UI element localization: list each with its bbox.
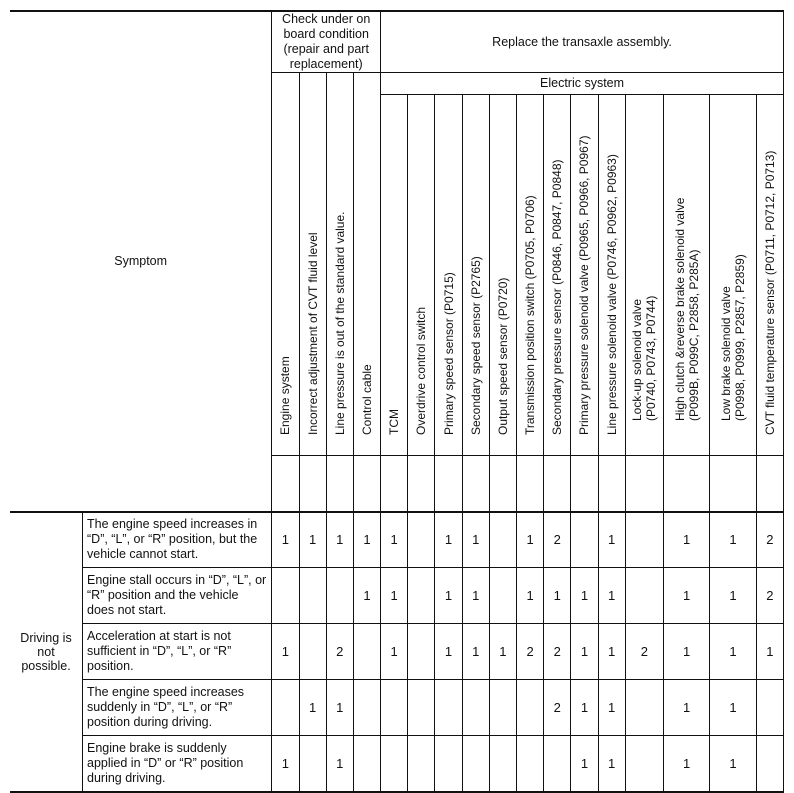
col-cvt-fluid-level bbox=[299, 73, 326, 456]
value-cell: 1 bbox=[326, 736, 353, 792]
symptom-table bbox=[10, 10, 784, 793]
column-label: High clutch &reverse brake solenoid valve (P099B, P099C, P2858, P285A) bbox=[672, 197, 701, 421]
value-cell bbox=[408, 736, 435, 792]
symptom-text: Acceleration at start is not sufficient in “D”, “L”, or “R” position. bbox=[83, 624, 272, 680]
value-cell: 1 bbox=[664, 624, 710, 680]
value-cell bbox=[272, 680, 299, 736]
value-cell: 2 bbox=[544, 512, 571, 568]
col-electric-2 bbox=[408, 95, 435, 456]
column-label: Control cable bbox=[359, 364, 374, 435]
value-cell: 1 bbox=[326, 512, 353, 568]
value-cell bbox=[435, 736, 462, 792]
value-cell bbox=[299, 624, 326, 680]
value-cell bbox=[353, 680, 380, 736]
column-label: Secondary speed sensor (P2765) bbox=[468, 256, 483, 435]
value-cell bbox=[517, 736, 544, 792]
value-cell: 1 bbox=[299, 512, 326, 568]
value-cell bbox=[299, 736, 326, 792]
value-cell: 1 bbox=[664, 512, 710, 568]
blank-cell bbox=[544, 456, 571, 512]
table-row bbox=[10, 512, 784, 568]
electric-system-header: Electric system bbox=[381, 73, 784, 95]
value-cell: 2 bbox=[517, 624, 544, 680]
value-cell: 1 bbox=[544, 568, 571, 624]
value-cell: 1 bbox=[435, 568, 462, 624]
blank-cell bbox=[272, 456, 299, 512]
value-cell: 1 bbox=[299, 680, 326, 736]
symptom-text: The engine speed increases suddenly in “D”, “L”, or “R” position during driving. bbox=[83, 680, 272, 736]
symptom-text: Engine brake is suddenly applied in “D” or “R” position during driving. bbox=[83, 736, 272, 792]
symptom-header: Symptom bbox=[10, 11, 272, 512]
value-cell bbox=[517, 680, 544, 736]
value-cell: 1 bbox=[272, 624, 299, 680]
category-label: Driving is not possible. bbox=[10, 512, 83, 792]
value-cell bbox=[756, 736, 783, 792]
value-cell: 1 bbox=[326, 680, 353, 736]
value-cell: 1 bbox=[353, 512, 380, 568]
column-label: Output speed sensor (P0720) bbox=[495, 277, 510, 435]
column-label: Line pressure is out of the standard value. bbox=[332, 211, 347, 435]
col-electric-11 bbox=[664, 95, 710, 456]
col-electric-3 bbox=[435, 95, 462, 456]
replace-group-header: Replace the transaxle assembly. bbox=[381, 11, 784, 73]
blank-cell bbox=[462, 456, 489, 512]
blank-cell bbox=[625, 456, 663, 512]
value-cell bbox=[625, 512, 663, 568]
value-cell: 1 bbox=[598, 568, 625, 624]
value-cell bbox=[408, 680, 435, 736]
value-cell: 1 bbox=[710, 568, 756, 624]
col-electric-8 bbox=[571, 95, 598, 456]
value-cell bbox=[625, 736, 663, 792]
value-cell: 1 bbox=[710, 736, 756, 792]
table-row bbox=[10, 624, 784, 680]
value-cell: 2 bbox=[544, 624, 571, 680]
value-cell: 1 bbox=[710, 680, 756, 736]
value-cell bbox=[756, 680, 783, 736]
value-cell: 1 bbox=[598, 736, 625, 792]
table-row bbox=[10, 680, 784, 736]
blank-cell bbox=[381, 456, 408, 512]
value-cell bbox=[353, 624, 380, 680]
col-electric-7 bbox=[544, 95, 571, 456]
value-cell: 2 bbox=[756, 512, 783, 568]
value-cell: 1 bbox=[598, 512, 625, 568]
table-row bbox=[10, 568, 784, 624]
column-label: Low brake solenoid valve (P0998, P0999, P2857, P2859) bbox=[718, 254, 747, 421]
value-cell: 2 bbox=[326, 624, 353, 680]
col-engine-system bbox=[272, 73, 299, 456]
value-cell bbox=[408, 512, 435, 568]
column-label: Overdrive control switch bbox=[414, 306, 429, 435]
value-cell: 1 bbox=[664, 736, 710, 792]
value-cell bbox=[408, 624, 435, 680]
column-label: Primary speed sensor (P0715) bbox=[441, 272, 456, 435]
value-cell bbox=[489, 512, 516, 568]
blank-cell bbox=[517, 456, 544, 512]
value-cell: 1 bbox=[381, 568, 408, 624]
blank-cell bbox=[571, 456, 598, 512]
value-cell: 2 bbox=[544, 680, 571, 736]
value-cell bbox=[272, 568, 299, 624]
value-cell bbox=[381, 680, 408, 736]
column-label: Primary pressure solenoid valve (P0965, P0966, P0967) bbox=[577, 135, 592, 435]
value-cell: 1 bbox=[272, 512, 299, 568]
value-cell: 2 bbox=[625, 624, 663, 680]
col-electric-5 bbox=[489, 95, 516, 456]
value-cell: 1 bbox=[756, 624, 783, 680]
value-cell: 1 bbox=[435, 624, 462, 680]
symptom-text: The engine speed increases in “D”, “L”, or “R” position, but the vehicle cannot start. bbox=[83, 512, 272, 568]
col-line-pressure bbox=[326, 73, 353, 456]
value-cell: 1 bbox=[664, 680, 710, 736]
table-row bbox=[10, 736, 784, 792]
value-cell: 1 bbox=[710, 512, 756, 568]
value-cell bbox=[299, 568, 326, 624]
value-cell: 1 bbox=[462, 624, 489, 680]
blank-cell bbox=[408, 456, 435, 512]
value-cell bbox=[489, 568, 516, 624]
blank-cell bbox=[710, 456, 756, 512]
value-cell: 1 bbox=[517, 512, 544, 568]
blank-cell bbox=[664, 456, 710, 512]
column-label: TCM bbox=[387, 409, 402, 435]
col-electric-9 bbox=[598, 95, 625, 456]
value-cell: 1 bbox=[571, 624, 598, 680]
value-cell bbox=[544, 736, 571, 792]
column-label: Engine system bbox=[278, 356, 293, 435]
value-cell bbox=[408, 568, 435, 624]
blank-cell bbox=[326, 456, 353, 512]
blank-cell bbox=[435, 456, 462, 512]
value-cell: 2 bbox=[756, 568, 783, 624]
col-electric-1 bbox=[381, 95, 408, 456]
blank-cell bbox=[598, 456, 625, 512]
value-cell bbox=[462, 680, 489, 736]
value-cell: 1 bbox=[272, 736, 299, 792]
value-cell bbox=[625, 568, 663, 624]
col-electric-4 bbox=[462, 95, 489, 456]
value-cell: 1 bbox=[353, 568, 380, 624]
value-cell bbox=[625, 680, 663, 736]
value-cell: 1 bbox=[489, 624, 516, 680]
value-cell: 1 bbox=[598, 624, 625, 680]
value-cell bbox=[489, 736, 516, 792]
column-label: Lock-up solenoid valve (P0740, P0743, P0744) bbox=[630, 295, 659, 421]
col-control-cable bbox=[353, 73, 380, 456]
value-cell: 1 bbox=[571, 736, 598, 792]
value-cell: 1 bbox=[517, 568, 544, 624]
check-group-header: Check under on board condition (repair and part replacement) bbox=[272, 11, 381, 73]
value-cell: 1 bbox=[462, 568, 489, 624]
column-label: Transmission position switch (P0705, P0706) bbox=[523, 195, 538, 435]
column-label: Incorrect adjustment of CVT fluid level bbox=[305, 232, 320, 435]
value-cell bbox=[353, 736, 380, 792]
value-cell bbox=[381, 736, 408, 792]
value-cell bbox=[326, 568, 353, 624]
column-label: CVT fluid temperature sensor (P0711, P0712, P0713) bbox=[762, 150, 777, 435]
column-label: Secondary pressure sensor (P0846, P0847, P0848) bbox=[550, 159, 565, 435]
value-cell: 1 bbox=[664, 568, 710, 624]
col-electric-6 bbox=[517, 95, 544, 456]
col-electric-12 bbox=[710, 95, 756, 456]
value-cell bbox=[571, 512, 598, 568]
column-label: Line pressure solenoid valve (P0746, P0962, P0963) bbox=[604, 154, 619, 435]
value-cell: 1 bbox=[571, 680, 598, 736]
value-cell: 1 bbox=[435, 512, 462, 568]
col-electric-13 bbox=[756, 95, 783, 456]
value-cell bbox=[435, 680, 462, 736]
col-electric-10 bbox=[625, 95, 663, 456]
value-cell: 1 bbox=[381, 624, 408, 680]
blank-cell bbox=[299, 456, 326, 512]
blank-cell bbox=[756, 456, 783, 512]
value-cell: 1 bbox=[710, 624, 756, 680]
value-cell: 1 bbox=[598, 680, 625, 736]
value-cell: 1 bbox=[571, 568, 598, 624]
blank-cell bbox=[353, 456, 380, 512]
value-cell bbox=[489, 680, 516, 736]
symptom-text: Engine stall occurs in “D”, “L”, or “R” position and the vehicle does not start. bbox=[83, 568, 272, 624]
value-cell: 1 bbox=[462, 512, 489, 568]
value-cell bbox=[462, 736, 489, 792]
value-cell: 1 bbox=[381, 512, 408, 568]
blank-cell bbox=[489, 456, 516, 512]
